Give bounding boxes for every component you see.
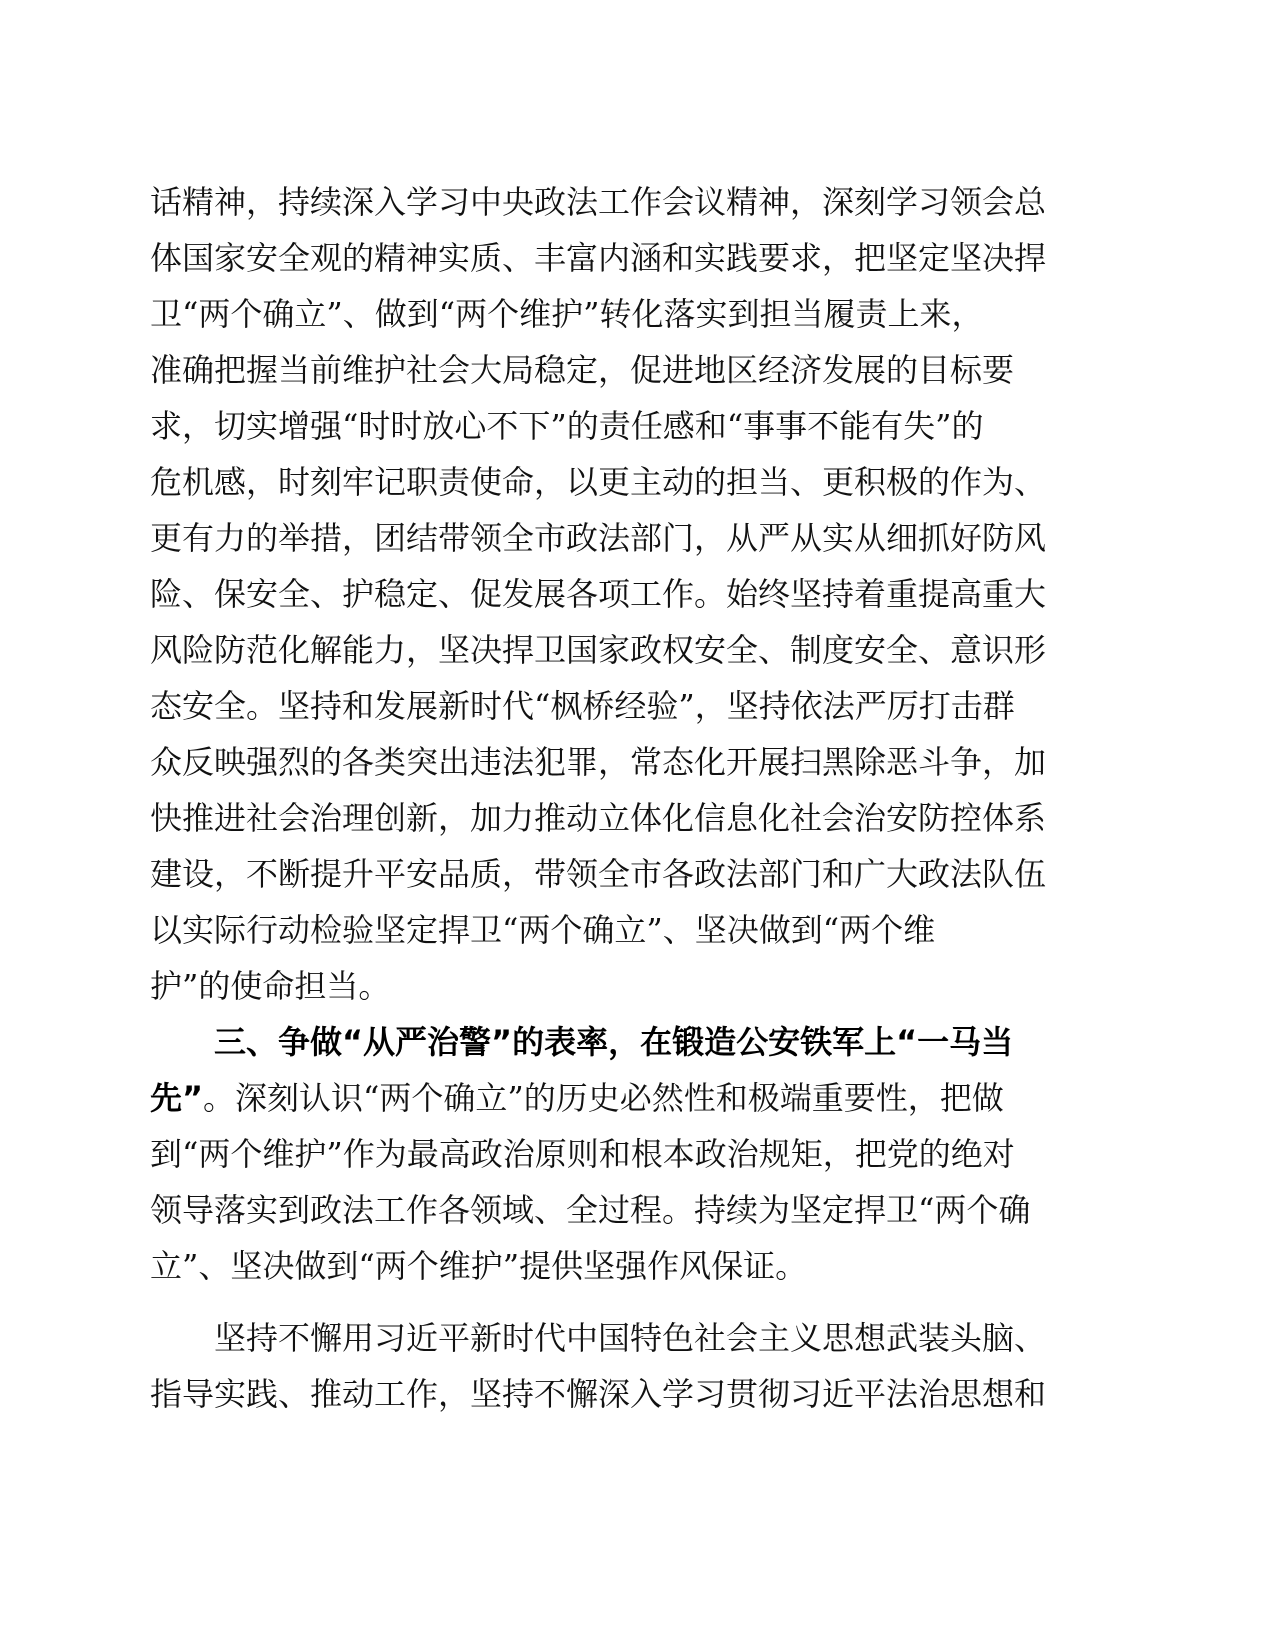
body-line: 危机感，时刻牢记职责使命，以更主动的担当、更积极的作为、 xyxy=(150,463,1047,501)
body-line: 护”的使命担当。 xyxy=(150,967,391,1005)
paragraph-line: 指导实践、推动工作，坚持不懈深入学习贯彻习近平法治思想和 xyxy=(150,1375,1047,1413)
section-heading-end: 先” xyxy=(150,1079,204,1117)
section-body-line: 立”、坚决做到“两个维护”提供坚强作风保证。 xyxy=(150,1247,808,1285)
section-heading-continuation xyxy=(150,1070,1004,1126)
body-line: 求，切实增强“时时放心不下”的责任感和“事事不能有失”的 xyxy=(150,407,984,445)
body-line: 风险防范化解能力，坚决捍卫国家政权安全、制度安全、意识形 xyxy=(150,631,1047,669)
paragraph-line: 坚持不懈用习近平新时代中国特色社会主义思想武装头脑、 xyxy=(214,1319,1047,1357)
body-line: 建设，不断提升平安品质，带领全市各政法部门和广大政法队伍 xyxy=(150,855,1047,893)
body-line: 险、保安全、护稳定、促发展各项工作。始终坚持着重提高重大 xyxy=(150,575,1047,613)
body-line: 快推进社会治理创新，加力推动立体化信息化社会治安防控体系 xyxy=(150,799,1047,837)
body-line: 卫“两个确立”、做到“两个维护”转化落实到担当履责上来， xyxy=(150,295,984,333)
section-heading: 三、争做“从严治警”的表率，在锻造公安铁军上“一马当 xyxy=(214,1023,1014,1061)
body-line: 以实际行动检验坚定捍卫“两个确立”、坚决做到“两个维 xyxy=(150,911,936,949)
body-line: 态安全。坚持和发展新时代“枫桥经验”，坚持依法严厉打击群 xyxy=(150,687,1015,725)
body-line: 准确把握当前维护社会大局稳定，促进地区经济发展的目标要 xyxy=(150,351,1015,389)
section-body-line: 到“两个维护”作为最高政治原则和根本政治规矩，把党的绝对 xyxy=(150,1135,1015,1173)
body-line: 众反映强烈的各类突出违法犯罪，常态化开展扫黑除恶斗争，加 xyxy=(150,743,1047,781)
section-body-line: 领导落实到政法工作各领域、全过程。持续为坚定捍卫“两个确 xyxy=(150,1191,1031,1229)
body-line: 更有力的举措，团结带领全市政法部门，从严从实从细抓好防风 xyxy=(150,519,1047,557)
section-body-start: 。深刻认识“两个确立”的历史必然性和极端重要性，把做 xyxy=(203,1079,1004,1117)
body-line: 话精神，持续深入学习中央政法工作会议精神，深刻学习领会总 xyxy=(150,183,1047,221)
body-line: 体国家安全观的精神实质、丰富内涵和实践要求，把坚定坚决捍 xyxy=(150,239,1047,277)
